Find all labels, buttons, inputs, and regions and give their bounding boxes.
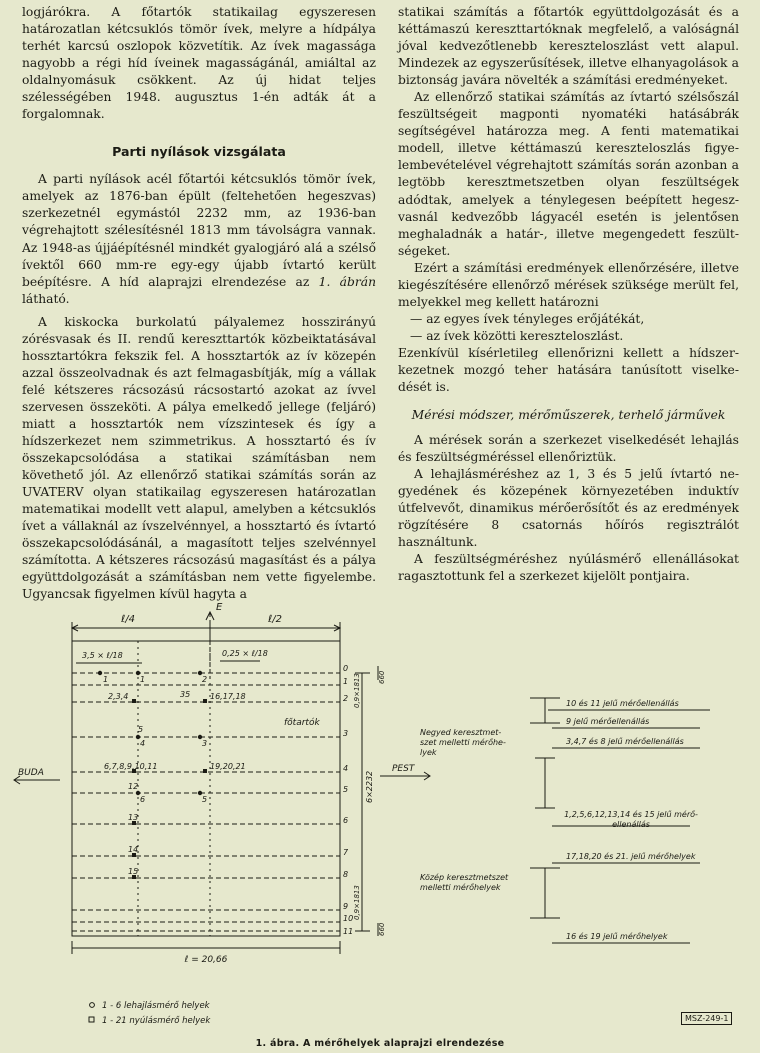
right-column — [398, 4, 739, 586]
girder-number: 3 — [343, 729, 349, 738]
girder-number: 2 — [343, 694, 349, 703]
girder-number: 1 — [343, 677, 349, 686]
girder-number: 10 — [343, 914, 354, 923]
point-label: 1 — [140, 675, 146, 684]
dim-half: ℓ/2 — [268, 614, 282, 625]
legend-square: 1 - 21 nyúlásmérő helyek — [102, 1016, 211, 1026]
dim-1813-bottom: 0,9×1813 — [353, 885, 361, 920]
paragraph: Ezért a számítási eredmények ellenőrzésére, illetve kiegészítésére ellenőrző mérések szüksége merült fel, melyekkel meg kellett határozni — [398, 260, 739, 309]
paragraph: Az ellenőrző statikai számítás az ívtartó szélsőszál feszültségeit magponti nyomatéki hatásábrák segítségével határozza meg. A fenti matematikai modell, illetve kéttámaszú kereszteloszlás figyelembevételével végrehajtott számítás során azonban a legtöbb keresztmetszetben olyan feszültségek adódtak, amelyek a ténylegesen beépített hegeszvasnál kedvezőbb lágyacél esetén is jelentősen meghaladnák a határ-, illetve megengedett feszültségeket. — [398, 90, 739, 258]
paragraph: A mérések során a szerkezet viselkedését lehajlás és feszültségméréssel ellenőriztük. — [398, 433, 739, 465]
paragraph — [22, 171, 376, 307]
direction-buda: BUDA — [18, 768, 44, 778]
paragraph: A feszültségméréshez nyúlásmérő ellenállásokat ragasztottunk fel a szerkezet kijelölt pontjaira. — [398, 552, 739, 584]
label-mid-section: Közép keresztmetszet melletti mérőhelyek — [420, 873, 509, 892]
figure-drawing — [0, 598, 760, 1038]
dim-6x2232: 6×2232 — [365, 770, 374, 803]
girder-number: 0 — [343, 664, 349, 673]
point-label: 6,7,8,9,10,11 — [104, 762, 158, 771]
girder-number: 4 — [343, 764, 349, 773]
point-label: 15 — [128, 867, 139, 876]
point-label: 12 — [128, 782, 139, 791]
note-17-21: 17,18,20 és 21. jelű mérőhelyek — [566, 852, 696, 861]
point-label: 35 — [180, 690, 191, 699]
dim-660-bottom: 660 — [378, 922, 386, 936]
dash-item: — az ívek közötti kereszteloszlást. — [410, 328, 624, 343]
point-label: 14 — [128, 845, 139, 854]
direction-pest: PEST — [392, 764, 415, 774]
point-label: 5 — [138, 725, 144, 734]
paragraph: Ezenkívül kísérletileg ellenőrizni kellett a hídszerkezetnek mozgó teher hatására tanúsított viselkedését is. — [398, 345, 739, 395]
dim-025: 0,25 × ℓ/18 — [222, 649, 268, 658]
dim-total: ℓ = 20,66 — [184, 955, 228, 965]
paragraph: A kiskocka burkolatú pályalemez hosszirányú zórésvasak és II. rendű kereszttartók közbeiktatásával hossztartókra fekszik fel. A hossztartók az ív közepén azzal összeolvadnak és azt felmagasbítják, míg a vállak felé kétszeres rácsozású rácsostartó azokat az ívvel szervesen összeköti. A pálya emelkedő jellege (feljáró) miatt a hossztartók nem vízszintesek és így a hídszerkezet nem szimmetrikus. A hossztartó és ív összekapcsolódása a statikai számításban nem követhető jól. Az ellenőrző statikai számítás során az UVATERV olyan statikailag egyszeresen határozatlan matematikai modellt vett alapul, amelyben a kétcsuklós ívet a vállaknál az ívszelvénnyel, a hossztartó és ívtartó összekapcsolódásánál, a magasított teljes szelvénnyel számította. A kétszeres rácsozású magasítást és a pálya együttdolgozását a számításban nem vette figyelembe. Ugyancsak figyelmen kívül hagyta a — [22, 314, 376, 602]
note-10-11: 10 és 11 jelű mérőellenállás — [566, 699, 679, 708]
note-16-19: 16 és 19 jelű mérőhelyek — [566, 932, 668, 941]
paragraph: logjárókra. A főtartók statikailag egyszeresen határozatlan kétcsuklós tömör ívek, melyre a hídpálya terhét karcsú oszlopok közvetítik. Az ívek magassága nagyobb a régi híd íveinek magasságánál, amiáltal az oldalnyomásuk csökkent. Az új hidat teljes szélességében 1948. augusztus 1-én adták át a forgalomnak. — [22, 5, 376, 122]
point-label: 2,3,4 — [108, 692, 129, 701]
figure-mark: MSZ-249-1 — [681, 1012, 732, 1025]
point-label: 13 — [128, 813, 139, 822]
label-quarter-section: Negyed keresztmetszet melletti mérőhelyek — [420, 728, 506, 757]
point-label: 6 — [140, 795, 146, 804]
girder-number: 7 — [343, 848, 349, 857]
point-label: 5 — [202, 795, 208, 804]
dim-quarter: ℓ/4 — [121, 614, 135, 625]
text-run: A parti nyílások acél főtartói kétcsuklós tömör ívek, amelyek az 1876-ban épült (feltehetően hegeszvas) szerkezetnél egymástól 2232 mm, az 1936-ban végrehajtott szélesítésnél 1813 mm távolságra vannak. Az 1948-as újjáépítésnél mindkét gyalogjáró alá a szélső ívektől 660 mm-re egy-egy újabb ívtartó került beépítésre. A híd alaprajzi elrendezése az — [22, 172, 376, 289]
point-label: 19,20,21 — [210, 762, 246, 771]
girder-number: 5 — [343, 785, 349, 794]
dim-660-top: 660 — [378, 670, 386, 684]
figure-reference: 1. ábrán — [318, 274, 376, 289]
girder-number: 11 — [343, 927, 354, 936]
point-label: 16,17,18 — [210, 692, 246, 701]
figure — [0, 598, 760, 1053]
point-label: 4 — [140, 739, 146, 748]
figure-caption: 1. ábra. A mérőhelyek alaprajzi elrendezése — [255, 1038, 505, 1049]
point-label: 3 — [202, 739, 208, 748]
paragraph: statikai számítás a főtartók együttdolgozását és a kéttámaszú kereszttartóknak megfelelő, a valóságnál jóval kedvezőtlenebb kereszteloszlást vett alapul. Mindezek az egyszerűsítések, illetve elhanyagolások a biztonság javára növelték a számítási eredményeket. — [398, 5, 739, 88]
point-label: 2 — [202, 675, 208, 684]
dim-35: 3,5 × ℓ/18 — [82, 651, 123, 660]
label-fotartok: főtartók — [284, 718, 320, 728]
section-heading: Parti nyílások vizsgálata — [112, 144, 286, 160]
girder-number: 8 — [343, 870, 349, 879]
note-9: 9 jelű mérőellenállás — [566, 717, 650, 726]
girder-number: 9 — [343, 902, 349, 911]
dim-e: E — [216, 602, 223, 613]
dash-item: — az egyes ívek tényleges erőjátékát, — [410, 311, 645, 326]
subsection-heading: Mérési módszer, mérőműszerek, terhelő járművek — [411, 408, 726, 423]
note-3478: 3,4,7 és 8 jelű mérőellenállás — [566, 737, 684, 746]
left-column — [22, 4, 376, 604]
legend-circle: 1 - 6 lehajlásmérő helyek — [102, 1001, 210, 1011]
dim-1813-top: 0,9×1813 — [353, 673, 361, 708]
text-run: látható. — [22, 291, 70, 306]
paragraph: A lehajlásméréshez az 1, 3 és 5 jelű ívtartó negyedének és közepének környezetében induktív útfelvevőt, dinamikus mérőerősítőt és az eredmények rögzítésére 8 csatornás hőírós regisztrálót használtunk. — [398, 467, 739, 550]
note-1-15: 1,2,5,6,12,13,14 és 15 jelű mérőellenállás — [564, 810, 698, 829]
girder-number: 6 — [343, 816, 349, 825]
point-label: 1 — [103, 675, 109, 684]
